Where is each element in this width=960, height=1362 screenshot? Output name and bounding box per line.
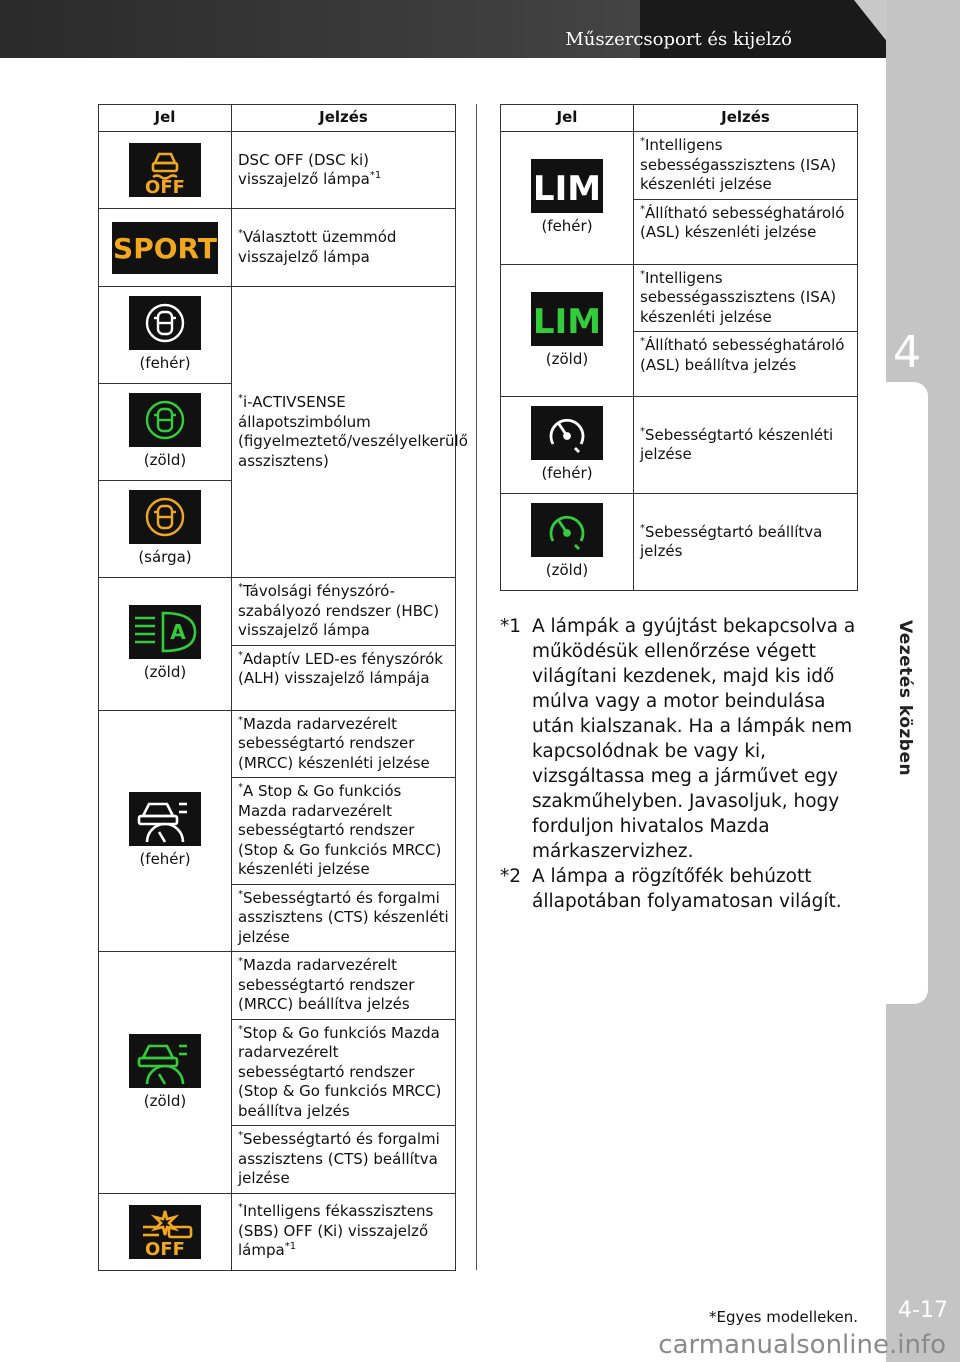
i-activsense-icon	[129, 296, 201, 350]
star: *	[640, 522, 645, 534]
watermark: carmanualsonline.info	[658, 1330, 946, 1360]
symbol-cell	[99, 952, 232, 1194]
color-caption: (fehér)	[541, 464, 593, 483]
meaning-text: DSC OFF (DSC ki) visszajelző lámpa	[238, 150, 370, 188]
star: *	[640, 136, 645, 147]
radar-cruise-icon	[129, 792, 201, 846]
meaning-cell	[634, 199, 858, 264]
star: *	[238, 714, 243, 726]
dsc-off-icon	[129, 143, 201, 197]
color-caption: (zöld)	[545, 561, 589, 580]
meaning-cell	[634, 264, 858, 332]
symbol-cell	[99, 384, 232, 481]
col-header-meaning: Jelzés	[232, 105, 456, 132]
color-caption: (zöld)	[545, 349, 589, 368]
col-header-symbol: Jel	[501, 105, 634, 132]
symbol-cell	[501, 264, 634, 397]
section-title: Műszercsoport és kijelző	[565, 29, 792, 50]
meaning-text: Sebességtartó és forgalmi asszisztens (CTS) beállítva jelzése	[238, 1130, 440, 1187]
svg-text:A: A	[170, 620, 186, 644]
meaning-text: i-ACTIVSENSE állapotszimbólum (figyelmeztető/veszélyelkerülő asszisztens)	[238, 393, 468, 470]
star: *	[238, 782, 243, 793]
meaning-cell	[232, 1019, 456, 1126]
star: *	[640, 425, 645, 437]
star: *	[238, 888, 243, 900]
meaning-text: Sebességtartó és forgalmi asszisztens (CTS) készenléti jelzése	[238, 888, 449, 946]
symbol-cell	[99, 132, 232, 209]
star: *	[238, 228, 243, 239]
star: *	[238, 1023, 243, 1035]
meaning-cell	[232, 287, 468, 578]
meaning-text: Választott üzemmód visszajelző lámpa	[238, 228, 397, 266]
sbs-off-icon	[129, 1205, 201, 1259]
symbol-cell	[99, 209, 232, 287]
color-caption: (fehér)	[139, 354, 191, 373]
star: *	[238, 393, 243, 404]
i-activsense-icon	[129, 490, 201, 544]
meaning-text: Mazda radarvezérelt sebességtartó rendszer (MRCC) beállítva jelzés	[238, 956, 415, 1013]
i-activsense-icon	[129, 393, 201, 447]
footnote-text: A lámpa a rögzítőfék behúzott állapotában folyamatosan világít.	[532, 866, 842, 912]
symbol-cell	[99, 481, 232, 578]
footnote-item	[500, 864, 860, 914]
symbol-cell	[501, 132, 634, 265]
symbol-cell	[99, 578, 232, 711]
header-gradient	[0, 0, 640, 58]
meaning-cell	[232, 884, 456, 952]
meaning-text: Távolsági fényszóró-szabályozó rendszer (HBC) visszajelző lámpa	[238, 582, 440, 639]
meaning-text: Intelligens sebességasszisztens (ISA) készenléti jelzése	[640, 268, 837, 326]
chapter-number: 4	[893, 327, 921, 378]
cruise-control-icon	[531, 406, 603, 460]
meaning-text: Intelligens sebességasszisztens (ISA) készenléti jelzése	[640, 136, 837, 193]
lim-icon	[531, 159, 603, 213]
left-indicator-table	[98, 104, 468, 1271]
meaning-cell	[232, 209, 456, 287]
star: *	[640, 268, 645, 280]
star: *	[238, 956, 243, 967]
meaning-cell	[232, 710, 456, 778]
chapter-name: Vezetés közben	[895, 620, 915, 777]
symbol-cell	[99, 710, 232, 952]
svg-text:OFF: OFF	[145, 177, 185, 197]
meaning-text: Stop & Go funkciós Mazda radarvezérelt sebességtartó rendszer (Stop & Go funkciós MRCC) beállítva jelzés	[238, 1023, 442, 1120]
star: *	[238, 1130, 243, 1141]
meaning-text: Mazda radarvezérelt sebességtartó rendszer (MRCC) készenléti jelzése	[238, 714, 430, 772]
meaning-text: Állítható sebességhatároló (ASL) készenléti jelzése	[640, 203, 845, 241]
meaning-cell	[232, 1193, 456, 1270]
meaning-text: Intelligens fékasszisztens (SBS) OFF (Ki) visszajelző lámpa	[238, 1202, 434, 1260]
page-number: 4-17	[898, 1298, 948, 1323]
symbol-cell	[501, 397, 634, 494]
meaning-text: Sebességtartó beállítva jelzés	[640, 522, 823, 560]
star: *	[238, 1202, 243, 1214]
meaning-cell	[232, 778, 456, 885]
lim-icon-text: LIM	[532, 301, 602, 342]
meaning-cell	[232, 645, 456, 710]
meaning-cell	[232, 578, 456, 646]
svg-text:OFF: OFF	[145, 1238, 185, 1259]
symbol-cell	[501, 494, 634, 591]
footnotes	[500, 614, 860, 914]
cruise-control-icon	[531, 503, 603, 557]
meaning-cell	[634, 332, 858, 397]
footnote-mark: *2	[500, 866, 522, 887]
column-divider	[476, 104, 477, 1270]
footnote-ref: *1	[369, 170, 382, 181]
meaning-text: A Stop & Go funkciós Mazda radarvezérelt sebességtartó rendszer (Stop & Go funkciós MRCC) készenléti jelzése	[238, 782, 442, 878]
color-caption: (zöld)	[143, 451, 187, 470]
color-caption: (fehér)	[139, 850, 191, 868]
lim-icon	[531, 292, 603, 346]
footnote-item	[500, 614, 860, 864]
color-caption: (fehér)	[541, 217, 593, 235]
header-bar	[0, 0, 900, 58]
col-header-symbol: Jel	[99, 105, 232, 132]
meaning-cell	[634, 132, 858, 200]
sport-icon-text: SPORT	[113, 231, 217, 265]
star: *	[640, 203, 645, 215]
col-header-meaning: Jelzés	[634, 105, 858, 132]
right-indicator-table	[500, 104, 858, 591]
symbol-cell	[99, 1193, 232, 1270]
meaning-cell	[232, 132, 456, 209]
meaning-text: Sebességtartó készenléti jelzése	[640, 425, 834, 463]
meaning-text: Adaptív LED-es fényszórók (ALH) visszajelző lámpája	[238, 649, 443, 687]
footnote-ref: *1	[284, 1241, 297, 1253]
star: *	[640, 336, 645, 347]
meaning-cell	[634, 397, 858, 494]
auto-high-beam-icon	[129, 605, 201, 659]
sport-icon	[112, 222, 218, 274]
meaning-text: Állítható sebességhatároló (ASL) beállítva jelzés	[640, 336, 845, 374]
color-caption: (zöld)	[143, 663, 187, 681]
radar-cruise-icon	[129, 1034, 201, 1088]
meaning-cell	[232, 952, 456, 1020]
color-caption: (sárga)	[138, 548, 192, 567]
meaning-cell	[634, 494, 858, 591]
color-caption: (zöld)	[143, 1091, 187, 1110]
lim-icon-text: LIM	[532, 169, 602, 209]
model-footnote: *Egyes modelleken.	[709, 1308, 858, 1326]
star: *	[238, 649, 243, 661]
symbol-cell	[99, 287, 232, 384]
meaning-cell	[232, 1126, 456, 1194]
star: *	[238, 582, 243, 593]
footnote-mark: *1	[500, 616, 522, 637]
footnote-text: A lámpák a gyújtást bekapcsolva a működésük ellenőrzése végett világítani kezdenek, majd kis idő múlva vagy a motor beindulása után kialszanak. Ha a lámpák nem kapcsolódnak be vagy ki, vizsgáltassa meg a járművet egy szakműhelyben. Javasoljuk, hogy forduljon hivatalos Mazda márkaszervizhez.	[532, 616, 856, 862]
